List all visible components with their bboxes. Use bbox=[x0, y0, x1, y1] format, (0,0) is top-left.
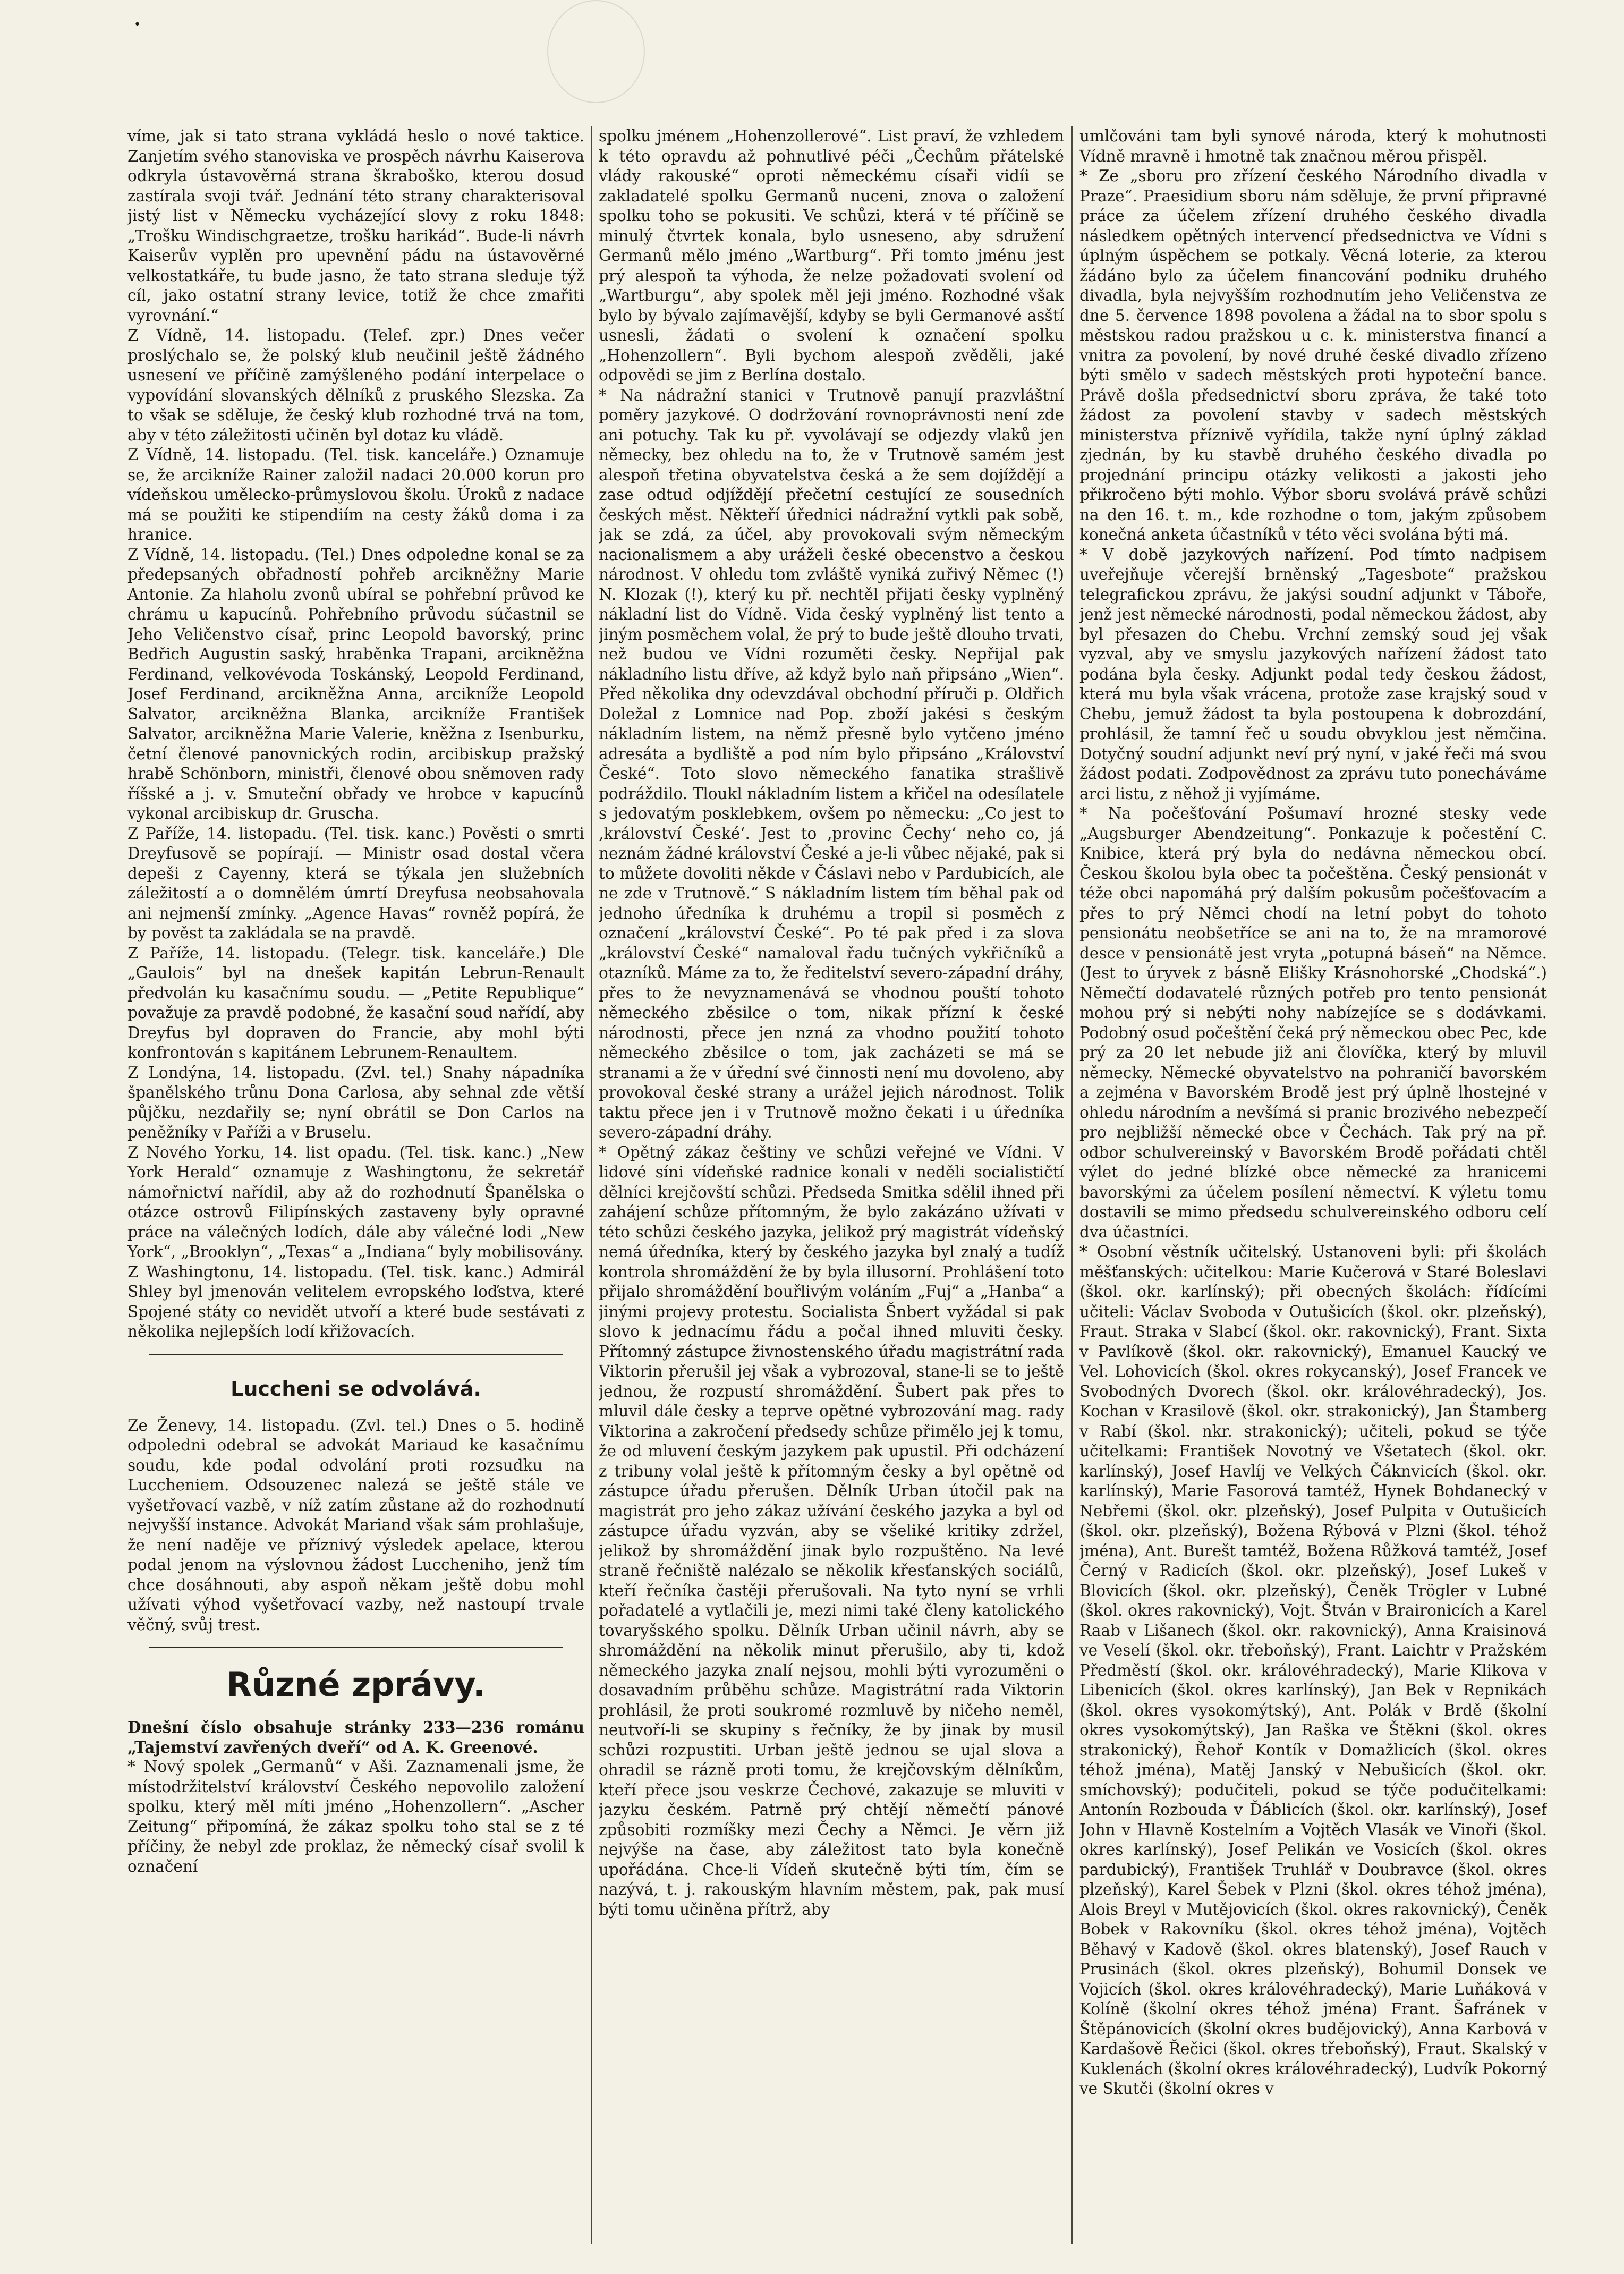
column-3 bbox=[1079, 126, 1547, 2246]
article-paragraph: Z Paříže, 14. listopadu. (Tel. tisk. kanc.) Pověsti o smrti Dreyfusově se popírají. — Ministr osad dostal včera depeši z Cayenny, která se týkala jen služebních záležitostí a o domnělém úmrtí Dreyfusa neobsahovala ani nejmenší zmínky. „Agence Havas“ rovněž popírá, že by pověst ta zakládala se na pravdě. bbox=[127, 824, 584, 942]
section-heading-luccheni: Luccheni se odvolává. bbox=[231, 1377, 481, 1401]
article-paragraph: umlčováni tam byli synové národa, který k mohutnosti Vídně mravně i hmotně tak značnou měrou přispěl. bbox=[1079, 127, 1547, 165]
article-paragraph: * Na nádražní stanici v Trutnově panují prazvláštní poměry jazykové. O dodržování rovnoprávnosti není zde ani potuchy. Tak ku př. vyvolávají se odjezdy vlaků jen německy, bez ohledu na to, že v Trutnově samém jest alespoň třetina obyvatelstva česká a že sem dojíždějí a zase odtud odjíždějí přečetní cestující ze sousedních českých měst. Někteří úřednici nádražní vytkli pak sobě, jak se zdá, za účel, aby provokovali svým německým nacionalismem a aby uráželi české obecenstvo a českou národnost. V ohledu tom zvláště vyniká zuřivý Němec (!) N. Klozak (!), který ku př. nechtěl přijati česky vyplněný nákladní list do Vídně. Vida český vyplněný list tento a jiným posměchem volal, že prý to bude ještě dlouho trvati, než budou ve Vídni rozuměti česky. Nepřijal pak nákladního listu dříve, až když bylo naň připsáno „Wien“. Před několika dny odevzdával obchodní příruči p. Oldřich Doležal z Lomnice nad Pop. zboží jakési s českým nákladním listem, na němž přesně bylo vytčeno jméno adresáta a bydliště a pod ním bylo připsáno „Království České“. Toto slovo německého fanatika strašlivě podráždilo. Tloukl nákladním listem a křičel na odesílatele s jedovatým posklebkem, ovšem po německu: „Co jest to ‚království České‘. Jest to ‚provinc Čechy‘ neho co, já neznám žádné království České a je-li vůbec nějaké, pak si to můžete dovoliti někde v Čáslavi nebo v Pardubicích, ale ne zde v Trutnově.“ S nákladním listem tím běhal pak od jednoho úředníka k druhému a tropil si posměch z označení „království České“. Po té pak před i za slova „království České“ namaloval řadu tučných vykřičníků a otazníků. Máme za to, že ředitelství severo-západní dráhy, přes to že nevyznamenává se vhodnou pouští tohoto německého zběsilce o tom, nikak přízní k české národnosti, přece jen nzná za vhodno použití tohoto německého zběsilce o tom, jak zacházeti se má se stranami a že v úřední své činnosti není mu dovoleno, aby provokoval české strany a urážel jejich národnost. Tolik taktu přece jen i v Trutnově možno čekati i u úředníka severo-západní dráhy. bbox=[599, 386, 1064, 1141]
section-heading-ruzne-zpravy: Různé zprávy. bbox=[226, 1665, 486, 1704]
column-2 bbox=[599, 126, 1064, 2246]
article-paragraph: Dnešní číslo obsahuje stránky 233—236 románu „Tajemství zavřených dveří“ od A. K. Greenové. bbox=[127, 1718, 584, 1757]
article-paragraph: * V době jazykových nařízení. Pod tímto nadpisem uveřejňuje včerejší brněnský „Tagesbote“ pražskou telegrafickou zprávu, že jakýsi soudní adjunkt v Táboře, jenž jest německé národnosti, podal německou žádost, aby byl přesazen do Chebu. Vrchní zemský soud jej však vyzval, aby ve smyslu jazykových nařízení žádost tato podána byla česky. Adjunkt podal tedy českou žádost, která mu byla však vrácena, protože zase krajský soud v Chebu, jemuž žádost ta byla postoupena k dobrozdání, prohlásil, že tamní řeč u soudu obvyklou jest němčina. Dotyčný soudní adjunkt neví prý nyní, v jaké řeči má svou žádost podati. Zodpovědnost za zprávu tuto ponecháváme arci listu, z něhož ji vyjímáme. bbox=[1079, 545, 1547, 803]
article-paragraph: spolku jménem „Hohenzollerové“. List praví, že vzhledem k této opravdu až pohnutlivé péči „Čechům přátelské vlády rakouské“ oproti německému císaři vidíi se zakladatelé spolku Germanů nuceni, znova o založení spolku toho se pokusiti. Ve schůzi, která v té příčině se minulý čtvrtek konala, bylo usneseno, aby sdružení Germanů mělo jméno „Wartburg“. Při tomto jménu jest prý alespoň ta výhoda, že nelze požadovati svolení od „Wartburgu“, aby spolek měl jeji jméno. Rozhodné však bylo by bývalo zajímavější, kdyby se byli Germanové asští usnesli, žádati o svolení k označení spolku „Hohenzollern“. Byli bychom alespoň zvěděli, jaké odpovědi se jim z Berlína dostalo. bbox=[599, 127, 1064, 384]
article-paragraph: Z Vídně, 14. listopadu. (Tel.) Dnes odpoledne konal se za předepsaných obřadností pohřeb arcikněžny Marie Antonie. Za hlaholu zvonů ubíral se pohřební průvod ke chrámu u kapucínů. Pohřebního průvodu súčastnil se Jeho Veličenstvo císař, princ Leopold bavorský, princ Bedřich Augustin saský, hraběnka Trapani, arcikněžna Ferdinand, velkovévoda Toskánský, Leopold Ferdinand, Josef Ferdinand, arcikněžna Anna, arcikníže Leopold Salvator, arcikněžna Blanka, arcikníže František Salvator, arcikněžna Marie Valerie, kněžna z Isenburku, četní členové panovnických rodin, arcibiskup pražský hrabě Schönborn, ministři, členové obou sněmoven rady říšské a j. v. Smuteční obřady ve hrobce v kapucínů vykonal arcibiskup dr. Gruscha. bbox=[127, 545, 584, 822]
column-rule-left bbox=[591, 126, 592, 2244]
section-divider bbox=[149, 1647, 563, 1648]
column-1 bbox=[127, 126, 584, 2246]
article-paragraph: víme, jak si tato strana vykládá heslo o nové taktice. Zanjetím svého stanoviska ve prospěch návrhu Kaiserova odkryla ústavověrná strana škraboško, kterou dosud zastírala svoji tvář. Jednání této strany charakterisoval jistý list v Německu vycházející slovy z roku 1848: „Trošku Windischgraetze, trošku harikád“. Bude-li návrh Kaiserův vyplěn pro upevnění pádu na ústavověrné velkostatkáře, tu bude jasno, že tato strana sleduje týž cíl, jako ostatní strany levice, totiž že chce zmařiti vyrovnání.“ bbox=[127, 127, 584, 325]
section-divider bbox=[149, 1354, 563, 1355]
article-paragraph: * Ze „sboru pro zřízení českého Národního divadla v Praze“. Praesidium sboru nám sděluje, že první připravné práce za účelem zřízení druhého českého divadla následkem opětných intervencí předsednictva ve Vídni s úplným úspěchem se potkaly. Věcná loterie, za kterou žádáno bylo za účelem financování podniku druhého divadla, byla nejvyšším rozhodnutím jeho Veličenstva ze dne 5. července 1898 povolena a žádal na to sbor spolu s městskou radou pražskou u c. k. ministerstva financí a vnitra za povolení, by nové druhé české divadlo zřízeno býti smělo v sadech městských proti hypoteční bance. Právě došla předsednictví sboru zpráva, že také toto žádost za povolení stavby v sadech městských ministerstva příznivě vyřídila, takže nyní úplný základ zjednán, by ku stavbě druhého českého divadla po projednání principu otázky velikosti a jakosti jeho přikročeno býti mohlo. Výbor sboru svolává právě schůzi na den 16. t. m., kde rozhodne o tom, jakým způsobem konečná anketa účastníků v této věci svolána býti má. bbox=[1079, 167, 1547, 544]
article-paragraph: Z Nového Yorku, 14. list opadu. (Tel. tisk. kanc.) „New York Herald“ oznamuje z Washingtonu, že sekretář námořnictví nařídil, aby až do rozhodnutí Španělska o otázce ostrovů Filipínských zastaveny byly opravné práce na válečných lodích, dále aby válečné lodi „New York“, „Brooklyn“, „Texas“ a „Indiana“ byly mobilisovány. bbox=[127, 1143, 584, 1261]
article-paragraph: * Na počešťování Pošumaví hrozné stesky vede „Augsburger Abendzeitung“. Ponkazuje k počestění C. Knibice, která prý byla do nedávna německou obcí. Českou školou byla obec ta počeštěna. Český pensionát v téže obci napomáhá prý dalším pokusům počešťovacím a přes to prý Němci chodí na letní pobyt do tohoto pensionátu neobšetříce se ani na to, že na mramorové desce v pensionátě jest vryta „potupná báseň“ na Němce. (Jest to úryvek z básně Elišky Krásnohorské „Chodská“.) Němečtí dodavatelé různých potřeb pro tento pensionát mohou prý si nebýti nohy nabízejíce se s dodávkami. Podobný osud počeštění čeká prý německou obec Pec, kde prý za 20 let nebude již ani človíčka, který by mluvil německy. Německé obyvatelstvo na pohraničí bavorském a zejména v Bavorském Brodě jest prý úplně lhostejné v ohledu národním a nevšímá si pranic brozivého nebezpečí pro nejbližší německé obce v Čechách. Tak prý na př. odbor schulvereinský v Bavorském Brodě pořádati chtěl výlet do jedné blízké obce německé za hranicemi bavorskými za účelem posílení němectví. K výletu tomu dostavili se mimo předsedu schulvereinského odboru celí dva účastníci. bbox=[1079, 804, 1547, 1241]
article-paragraph: Ze Ženevy, 14. listopadu. (Zvl. tel.) Dnes o 5. hodině odpoledni odebral se advokát Mariaud ke kasačnímu soudu, kde podal odvolání proti rozsudku na Luccheniem. Odsouzenec nalezá se ještě stále ve vyšetřovací vazbě, v níž zatím zůstane až do rozhodnutí nejvyšší instance. Advokát Mariand však sám prohlašuje, že není naděje ve příznivý výsledek apelace, kterou podal jenom na výslovnou žádost Luccheniho, jenž tím chce dosáhnouti, aby aspoň někam ještě dobu mohl užívati výhod vyšetřovací vazby, než nastoupí trvale věčný, svůj trest. bbox=[127, 1416, 584, 1634]
article-paragraph: Z Vídně, 14. listopadu. (Tel. tisk. kanceláře.) Oznamuje se, že arcikníže Rainer založil nadaci 20.000 korun pro vídeňskou umělecko-průmyslovou školu. Úroků z nadace má se použiti ke stipendiím na cesty žáků doma i za hranice. bbox=[127, 446, 584, 544]
article-paragraph: Z Vídně, 14. listopadu. (Telef. zpr.) Dnes večer proslýchalo se, že polský klub neučinil ještě žádného usnesení ve příčině zamýšleného podání interpelace o vypovídání slovanských dělníků z pruského Slezska. Za to však se sděluje, že český klub rozhodné trvá na tom, aby v této záležitosti učiněn byl dotaz ku vládě. bbox=[127, 326, 584, 444]
column-rule-right bbox=[1071, 126, 1073, 2244]
article-paragraph: * Osobní věstník učitelský. Ustanoveni byli: při školách měšťanských: učitelkou: Marie Kučerová v Staré Boleslavi (škol. okr. karlínský); při obecných školách: řídícími učiteli: Václav Svoboda v Outušicích (škol. okr. plzeňský), Fraut. Straka v Slabcí (škol. okr. rakovnický), Frant. Sixta v Pavlíkově (škol. okr. rakovnický), Emanuel Kaucký ve Vel. Lohovicích (škol. okres rokycanský), Josef Francek ve Svobodných Dvorech (škol. okr. královéhradecký), Jos. Kochan v Krasilově (škol. okr. strakonický), Jan Štamberg v Rabí (škol. nkr. strakonický); učiteli, pokud se týče učitelkami: František Novotný ve Všetatech (škol. okr. karlínský), Josef Havlíj ve Velkých Čáknvicích (škol. okr. karlínský), Marie Fasorová tamtéž, Hynek Bohdanecký v Nebřemi (škol. okr. plzeňský), Josef Pulpita v Outušicích (škol. okr. plzeňský), Božena Rýbová v Plzni (škol. téhož jména), Ant. Burešt tamtéž, Božena Růžková tamtéž, Josef Černý v Radicích (škol. okr. plzeňský), Josef Lukeš v Blovicích (škol. okr. plzeňský), Čeněk Trögler v Lubné (škol. okres rakovnický), Vojt. Štván v Braironicích a Karel Raab v Lišanech (škol. okr. rakovnický), Anna Kraisinová ve Veselí (škol. okr. třeboňský), Frant. Laichtr v Pražském Předměstí (škol. okr. královéhradecký), Marie Klikova v Libenicích (škol. okres karlínský), Jan Bek v Repnikách (škol. okres vysokomýtský), Ant. Polák v Brdě (školní okres vysokomýtský), Jan Raška ve Štěkni (škol. okres strakonický), Řehoř Kontík v Domažlicích (škol. okres téhož jména), Matěj Janský v Nebušicích (škol. okr. smíchovský); podučiteli, pokud se týče podučitelkami: Antonín Rozbouda v Ďáblicích (škol. okr. karlínský), Josef John v Hlavně Kostelním a Vojtěch Vlasák ve Vinoři (škol. okres karlínský), Josef Pelikán ve Vosicích (škol. okres pardubický), František Truhlář v Doubravce (škol. okres plzeňský), Karel Šebek v Plzni (škol. okres téhož jména), Alois Breyl v Mutějovicích (škol. okres rakovnický), Čeněk Bobek v Rakovníku (škol. okres téhož jména), Vojtěch Běhavý v Kadově (škol. okres blatenský), Josef Rauch v Prusinách (škol. okres plzeňský), Bohumil Donsek ve Vojicích (škol. okres královéhradecký), Marie Luňáková v Kolíně (školní okres téhož jména) Frant. Šafránek v Štěpánovicích (školní okres budějovický), Anna Karbová v Kardašově Řečici (škol. okres třeboňský), Fraut. Skalský v Kuklenách (školní okres královéhradecký), Ludvík Pokorný ve Skutči (školní okres v bbox=[1079, 1243, 1547, 2098]
article-paragraph: * Opětný zákaz češtiny ve schůzi veřejné ve Vídni. V lidové síni vídeňské radnice konali v neděli socialističtí dělníci krejčovští schůzi. Předseda Smitka sdělil ihned při zahájení schůze přítomným, že bylo zakázáno užívati v této schůzi českého jazyka, jelikož prý magistrát vídeňský nemá úředníka, který by českého jazyka byl znalý a tudíž kontrola shromáždění že by byla illusorní. Prohlášení toto přijalo shromáždění bouřlivým voláním „Fuj“ a „Hanba“ a jinými projevy protestu. Socialista Šnbert vyžádal si pak slovo k jednacímu řádu a počal ihned mluviti česky. Přítomný zástupce živnostenského úřadu magistrátní rada Viktorin přerušil jej však a vybrozoval, stane-li se to ještě jednou, že rozpustí shromáždění. Šubert pak přes to mluvil dále česky a teprve opětné vybrozování mag. rady Viktorina a zakročení předsedy schůze přimělo jej k tomu, že od mluvení českým jazykem pak upustil. Při odcházení z tribuny volal ještě k přítomným česky a byl opětně od zástupce úřadu přerušen. Dělník Urban útočil pak na magistrát pro jeho zákaz užívání českého jazyka a byl od zástupce úřadu vyzván, aby se všeliké kritiky zdržel, jelikož by shromáždění jinak bylo rozpuštěno. Na levé straně řečniště nalézalo se několik křesťanských sociálů, kteří řečníka častěji přerušovali. Na tyto nyní se vrhli pořadatelé a vytlačili je, mezi nimi také členy katolického tovaryšského spolku. Dělník Urban učinil návrh, aby se shromáždění na několik minut přerušilo, aby ti, kdož německého jazyka znalí nejsou, mohli býti vyrozuměni o dosavadním průběhu schůze. Magistrátní rada Viktorin prohlásil, že proti soukromé rozmluvě by ničeho neměl, neutvoří-li se skupiny s řečníky, že by jinak by musil schůzi rozpustiti. Urban ještě jednou se ujal slova a ohradil se rázně proti tomu, že krejčovským dělníkům, kteří přece jsou veskrze Čechové, zakazuje se mluviti v jazyku českém. Patrně prý chtějí němečtí pánové způsobiti rozmíšky mezi Čechy a Němci. Je věrn již nejvýše na čase, aby záležitost tato byla konečně upořádána. Chce-li Vídeň skutečně býti tím, čím se nazývá, t. j. rakouským hlavním městem, pak, pak musí býti tomu učiněna přítrž, aby bbox=[599, 1143, 1064, 1919]
paper-stain bbox=[547, 0, 645, 103]
article-paragraph: * Nový spolek „Germanů“ v Aši. Zaznamenali jsme, že místodržitelství království Českého nepovolilo založení spolku, který měl míti jméno „Hohenzollern“. „Ascher Zeitung“ připomíná, že zákaz spolku toho stal se z té příčiny, že nebyl zde proklaz, že německý císař svolil k označení bbox=[127, 1758, 584, 1876]
article-paragraph: Z Washingtonu, 14. listopadu. (Tel. tisk. kanc.) Admirál Shley byl jmenován velitelem evropského loďstva, které Spojené státy co nevidět utvoří a které bude sestávati z několika nejlepších lodí křižovacích. bbox=[127, 1262, 584, 1340]
article-paragraph: Z Paříže, 14. listopadu. (Telegr. tisk. kanceláře.) Dle „Gaulois“ byl na dnešek kapitán Lebrun-Renault předvolán ku kasačnímu soudu. — „Petite Republique“ považuje za pravdě podobné, že kasační soud nařídí, aby Dreyfus byl dopraven do Francie, aby mohl býti konfrontován s kapitánem Lebrunem-Renaultem. bbox=[127, 944, 584, 1062]
article-paragraph: Z Londýna, 14. listopadu. (Zvl. tel.) Snahy nápadníka španělského trůnu Dona Carlosa, aby sehnal zde větší půjčku, nezdařily se; nyní obrátil se Don Carlos na peněžníky v Paříži a v Bruselu. bbox=[127, 1063, 584, 1141]
corner-marker: • bbox=[134, 18, 141, 31]
